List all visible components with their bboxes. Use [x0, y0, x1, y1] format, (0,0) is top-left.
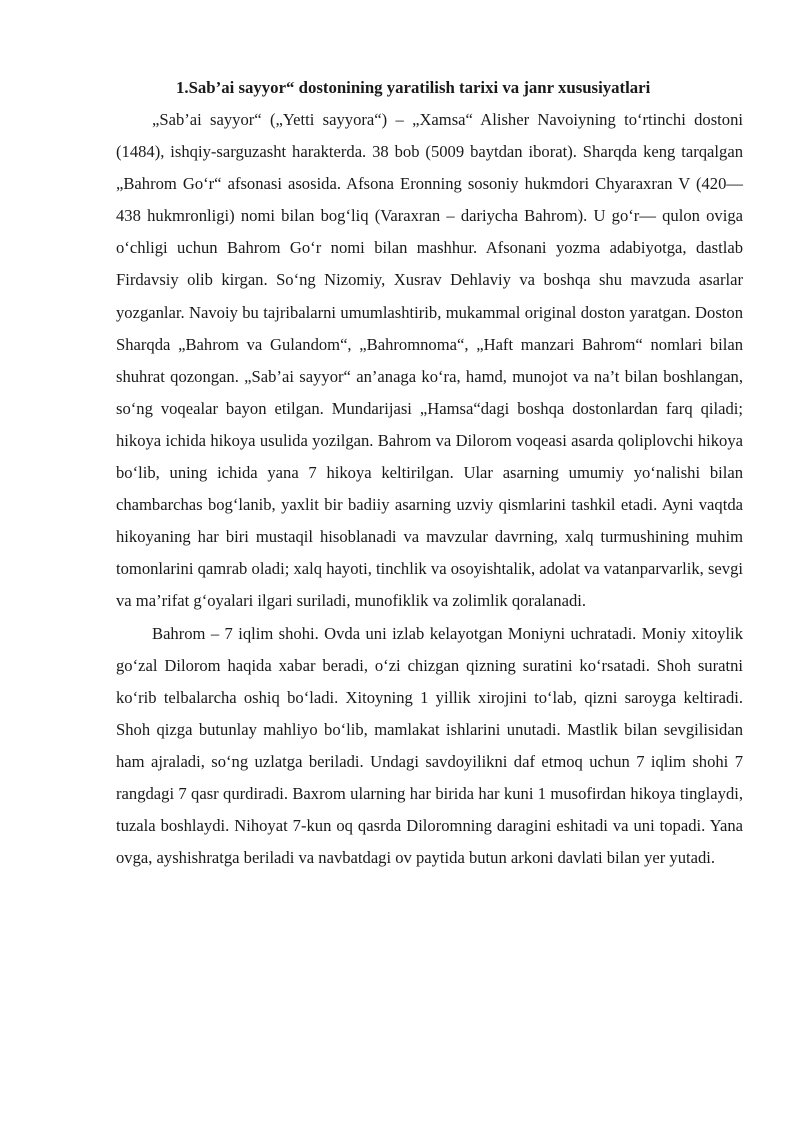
document-body	[116, 74, 743, 874]
paragraph-intro: „Sab’ai sayyor“ („Yetti sayyora“) – „Xamsa“ Alisher Navoiyning to‘rtinchi dostoni (1484), ishqiy-sarguzasht harakterda. 38 bob (5009 baytdan iborat). Sharqda keng tarqalgan „Bahrom Go‘r“ afsonasi asosida. Afsona Eronning sosoniy hukmdori Chyaraxran V (420— 438 hukmronligi) nomi bilan bog‘liq (Varaxran – dariycha Bahrom). U go‘r— qulon oviga o‘chligi uchun Bahrom Go‘r nomi bilan mashhur. Afsonani yozma adabiyotga, dastlab Firdavsiy olib kirgan. So‘ng Nizomiy, Xusrav Dehlaviy va boshqa shu mavzuda asarlar yozganlar. Navoiy bu tajribalarni umumlashtirib, mukammal original doston yaratgan. Doston Sharqda „Bahrom va Gulandom“, „Bahromnoma“, „Haft manzari Bahrom“ nomlari bilan shuhrat qozongan. „Sab’ai sayyor“ an’anaga ko‘ra, hamd, munojot va na’t bilan boshlangan, so‘ng voqealar bayon etilgan. Mundarijasi „Hamsa“dagi boshqa dostonlardan farq qiladi; hikoya ichida hikoya usulida yozilgan. Bahrom va Dilorom voqeasi asarda qoliplovchi hikoya bo‘lib, uning ichida yana 7 hikoya keltirilgan. Ular asarning umumiy yo‘nalishi bilan chambarchas bog‘lanib, yaxlit bir badiiy asarning uzviy qismlarini tashkil etadi. Ayni vaqtda hikoyaning har biri mustaqil hisoblanadi va mavzular davrning, xalq turmushining muhim tomonlarini qamrab oladi; xalq hayoti, tinchlik va osoyishtalik, adolat va vatanparvarlik, sevgi va ma’rifat g‘oyalari ilgari suriladi, munofiklik va zolimlik qoralanadi.	[116, 110, 743, 611]
section-title: 1.Sab’ai sayyor“ dostonining yaratilish tarixi va janr xususiyatlari	[176, 78, 651, 97]
paragraph-plot: Bahrom – 7 iqlim shohi. Ovda uni izlab kelayotgan Moniyni uchratadi. Moniy xitoylik go‘zal Dilorom haqida xabar beradi, o‘zi chizgan qizning suratini ko‘rsatadi. Shoh suratni ko‘rib telbalarcha oshiq bo‘ladi. Xitoyning 1 yillik xirojini to‘lab, qizni saroyga keltiradi. Shoh qizga butunlay mahliyo bo‘lib, mamlakat ishlarini unutadi. Mastlik bilan sevgilisidan ham ajraladi, so‘ng uzlatga beriladi. Undagi savdoyilikni daf etmoq uchun 7 iqlim shohi 7 rangdagi 7 qasr qurdiradi. Baxrom ularning har birida har kuni 1 musofirdan hikoya tinglaydi, tuzala boshlaydi. Nihoyat 7-kun oq qasrda Diloromning daragini eshitadi va uni topadi. Yana ovga, ayshishratga beriladi va navbatdagi ov paytida butun arkoni davlati bilan yer yutadi.	[116, 623, 743, 868]
